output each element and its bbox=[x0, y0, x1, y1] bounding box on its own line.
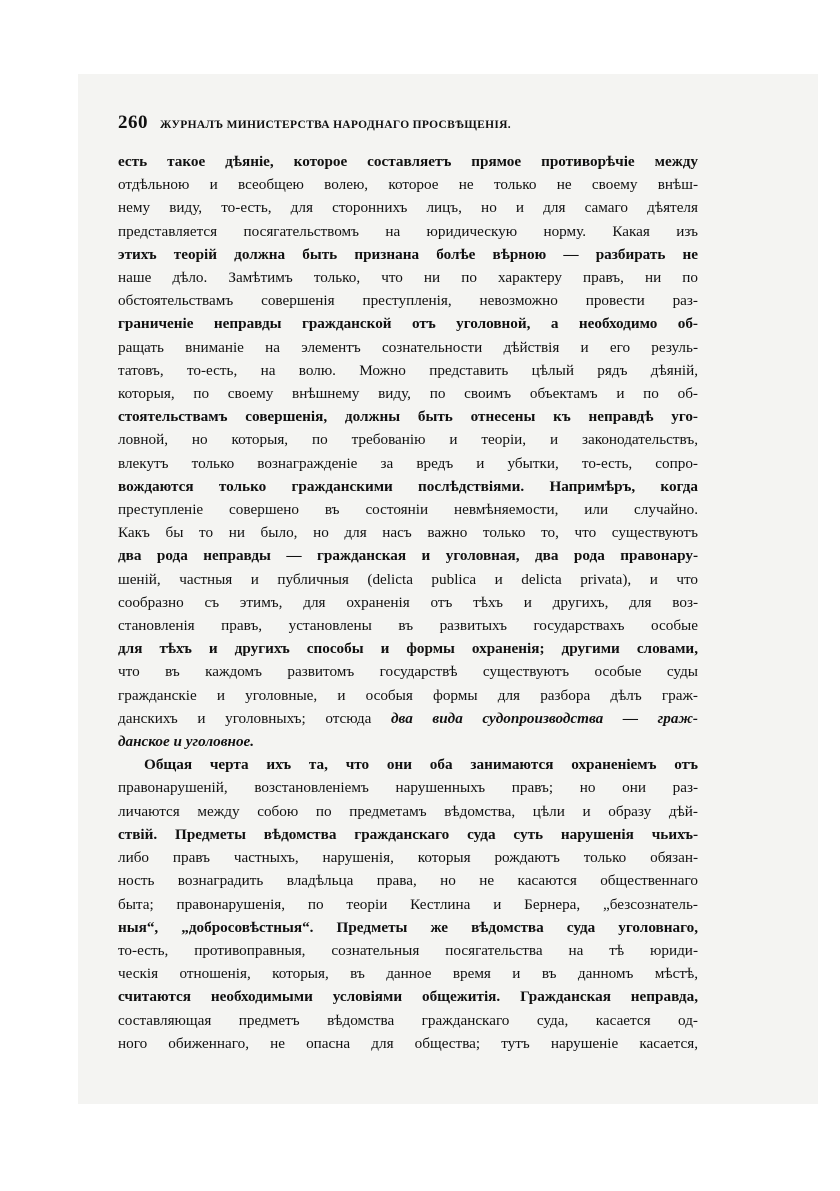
text-line: ческія отношенія, которыя, въ данное время и въ данномъ мѣстѣ, bbox=[118, 965, 698, 983]
text-line: что въ каждомъ развитомъ государствѣ существуютъ особые суды bbox=[118, 663, 698, 681]
text-line: ность вознаградить владѣльца права, но не касаются общественнаго bbox=[118, 872, 698, 890]
text-line: ного обиженнаго, не опасна для общества; тутъ нарушеніе касается, bbox=[118, 1034, 698, 1052]
text-line: наше дѣло. Замѣтимъ только, что ни по характеру правъ, ни по bbox=[118, 269, 698, 287]
text-line: гражданскіе и уголовные, и особыя формы для разбора дѣлъ граж- bbox=[118, 686, 698, 704]
text-line: нему виду, то-есть, для стороннихъ лицъ, но и для самаго дѣятеля bbox=[118, 199, 698, 217]
text-line: есть такое дѣяніе, которое составляетъ прямое противорѣчіе между bbox=[118, 153, 698, 170]
text-line: этихъ теорій должна быть признана болѣе вѣрною — разбирать не bbox=[118, 245, 698, 263]
text-line: ловной, но которыя, по требованію и теоріи, и законодательствъ, bbox=[118, 431, 698, 449]
text-line: Общая черта ихъ та, что они оба занимаются охраненіемъ отъ bbox=[144, 756, 698, 774]
text-line: татовъ, то-есть, на волю. Можно представить цѣлый рядъ дѣяній, bbox=[118, 361, 698, 379]
text-line: обстоятельствамъ совершенія преступленія, невозможно провести раз- bbox=[118, 292, 698, 310]
text-line: либо правъ частныхъ, нарушенія, которыя рождаютъ только обязан- bbox=[118, 849, 698, 867]
text-line: становленія правъ, установлены въ развитыхъ государствахъ особые bbox=[118, 617, 698, 635]
text-line: представляется посягательствомъ на юридическую норму. Какая изъ bbox=[118, 222, 698, 240]
text-line: преступленіе совершено въ состояніи невмѣняемости, или случайно. bbox=[118, 501, 698, 519]
text-line: для тѣхъ и другихъ способы и формы охраненія; другими словами, bbox=[118, 640, 698, 658]
text-line: Какъ бы то ни было, но для насъ важно только то, что существуютъ bbox=[118, 524, 698, 542]
text-line: то-есть, противоправныя, сознательныя посягательства на тѣ юриди- bbox=[118, 941, 698, 959]
text-line: личаются между собою по предметамъ вѣдомства, цѣли и образу дѣй- bbox=[118, 802, 698, 820]
text-line: отдѣльною и всеобщею волею, которое не только не своему внѣш- bbox=[118, 176, 698, 194]
text-line: составляющая предметъ вѣдомства гражданскаго суда, касается од- bbox=[118, 1011, 698, 1029]
text-line-mixed bbox=[118, 707, 698, 730]
body-text bbox=[118, 150, 698, 1055]
text-line: правонарушеній, возстановленіемъ нарушенныхъ правъ; но они раз- bbox=[118, 779, 698, 797]
text-line: считаются необходимыми условіями общежитія. Гражданская неправда, bbox=[118, 988, 698, 1006]
text-line: которыя, по своему внѣшнему виду, по своимъ объектамъ и по об- bbox=[118, 385, 698, 403]
running-title: ЖУРНАЛЪ МИНИСТЕРСТВА НАРОДНАГО ПРОСВѢЩЕНІЯ. bbox=[160, 119, 511, 131]
text-line: вождаются только гражданскими послѣдствіями. Напримѣръ, когда bbox=[118, 477, 698, 495]
text-line: сообразно съ этимъ, для охраненія отъ тѣхъ и другихъ, для воз- bbox=[118, 593, 698, 611]
text-line: влекутъ только вознагражденіе за вредъ и убытки, то-есть, сопро- bbox=[118, 454, 698, 472]
text-line: два рода неправды — гражданская и уголовная, два рода правонару- bbox=[118, 547, 698, 565]
book-page bbox=[118, 112, 698, 1055]
text-line: ныя“, „добросовѣстныя“. Предметы же вѣдомства суда уголовнаго, bbox=[118, 918, 698, 936]
page-header bbox=[118, 112, 698, 136]
emphasized-term-end: данское и уголовное. bbox=[118, 733, 255, 751]
text-line: стоятельствамъ совершенія, должны быть отнесены къ неправдѣ уго- bbox=[118, 408, 698, 426]
text-line: граниченіе неправды гражданской отъ уголовной, а необходимо об- bbox=[118, 315, 698, 333]
page-number: 260 bbox=[118, 112, 148, 133]
text-line: шеній, частныя и публичныя (delicta publica и delicta privata), и что bbox=[118, 570, 698, 588]
text-line: быта; правонарушенія, по теоріи Кестлина и Бернера, „безсознатель- bbox=[118, 895, 698, 913]
emphasized-term: два вида судопроизводства — граж- bbox=[390, 709, 698, 727]
text-line: ращать вниманіе на элементъ сознательности дѣйствія и его резуль- bbox=[118, 338, 698, 356]
text-line-start: данскихъ и уголовныхъ; отсюда bbox=[118, 709, 372, 727]
text-line: ствій. Предметы вѣдомства гражданскаго суда суть нарушенія чьихъ- bbox=[118, 825, 698, 843]
